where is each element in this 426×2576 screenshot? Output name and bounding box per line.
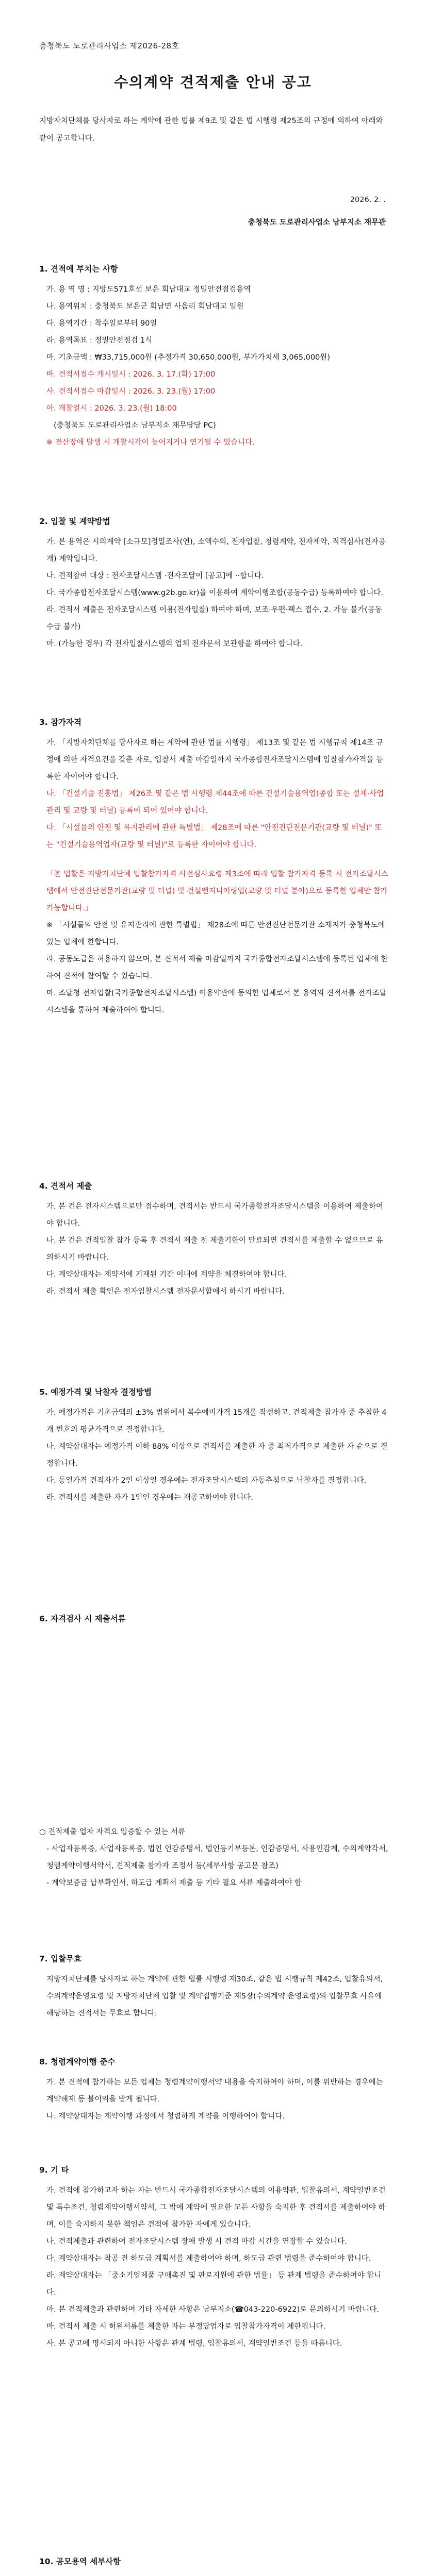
section-misc — [39, 2164, 389, 2352]
documents-notes — [39, 1824, 389, 1892]
integrity-item: 가. 본 견적에 참가하는 모든 업체는 청렴계약이행서약 내용을 숙지하여야 하며, 이를 위반하는 경우에는 계약해제 등 불이익을 받게 됩니다. — [46, 2078, 383, 2104]
notice-number: 충청북도 도로관리사업소 제2026-28호 — [39, 41, 179, 50]
item-base-amount: 마. 기초금액 : ₩33,715,000원 (추정가격 30,650,000원, 부가가치세 3,065,000원) — [46, 353, 330, 362]
invalidity-item: 지방자치단체를 당사자로 하는 계약에 관한 법률 시행령 제30조, 같은 법 시행규칙 제42조, 입찰유의서, 수의계약운영요령 및 지방자치단체 입찰 및 계약집행기준 제5장(수의계약 운영요령)의 입찰무효 사유에 해당하는 견적서는 무효로 합니다. — [46, 1975, 383, 2018]
misc-item: 바. 견적서 제출 시 허위서류를 제출한 자는 부정당업자로 입찰참가자격이 제한됩니다. — [46, 2323, 325, 2331]
section-title: 10. 공모용역 세부사항 — [39, 2557, 121, 2566]
documents-note: ○ 견적제출 업자 자격요 입증할 수 있는 서류 — [39, 1828, 186, 1836]
page-title: 수의계약 견적제출 안내 공고 — [114, 74, 312, 91]
section-contract-method — [39, 515, 389, 653]
section-title: 6. 자격검사 시 제출서류 — [39, 1614, 126, 1623]
section-title: 4. 견적서 제출 — [39, 1181, 92, 1191]
qualification-item: 다. 「시설물의 안전 및 유지관리에 관한 특별법」 제28조에 따른 "안전진단전문기관(교량 및 터널)" 또는 "건설기술용역업자(교량 및 터널)"로 등록한 자이어야 합니다. — [46, 824, 382, 849]
section-qualification — [39, 716, 389, 1019]
misc-item: 가. 견적에 참가하고자 하는 자는 반드시 국가종합전자조달시스템의 이용약관, 입찰유의서, 계약일반조건 및 특수조건, 청렴계약이행서약서, 그 밖에 계약에 필요한 모든 사항을 숙지한 후 견적서를 제출하여야 하며, 이를 숙지하지 못한 책임은 견적에 참가한 자에게 있습니다. — [46, 2187, 386, 2229]
submission-item: 가. 본 건은 전자시스템으로만 접수하며, 견적서는 반드시 국가종합전자조달시스템을 이용하여 제출하여야 합니다. — [46, 1202, 383, 1228]
section-title: 2. 입찰 및 계약방법 — [39, 517, 110, 526]
documents-note: - 사업자등록증, 사업자등록증, 법인 인감증명서, 법인등기부등본, 인감증명서, 사용인감계, 수의계약각서, 청렴계약이행서약서, 견적제출 참가자 조정서 등(세부사항 공고문 참조) — [46, 1845, 388, 1870]
misc-item: 나. 견적제출과 관련하여 전자조달시스템 장애 발생 시 견적 마감 시간을 연장할 수 있습니다. — [46, 2238, 347, 2246]
issuer: 충청북도 도로관리사업소 남부지소 재무관 — [248, 218, 386, 227]
section-title: 1. 견적에 부치는 사항 — [39, 264, 118, 274]
section-title: 3. 참가자격 — [39, 718, 81, 727]
section-price-decision — [39, 1386, 389, 1506]
contact-item — [39, 2574, 389, 2576]
submission-item: 다. 계약상대자는 계약서에 기재된 기간 이내에 계약을 체결하여야 합니다. — [46, 1270, 287, 1279]
item-service-name: 가. 용 역 명 : 지방도571호선 보은 회남대교 정밀안전점검용역 — [46, 285, 251, 294]
integrity-item: 나. 계약상대자는 계약이행 과정에서 청렴하게 계약을 이행하여야 합니다. — [46, 2112, 285, 2121]
section-contacts — [39, 2555, 389, 2576]
qualification-item: 가. 「지방자치단체를 당사자로 하는 계약에 관한 법률 시행령」 제13조 및 같은 법 시행규칙 제14조 규정에 의한 자격요건을 갖춘 자로, 입찰서 제출 마감일까지 국가종합전자조달시스템에 입찰참가자격을 등록한 자이어야 합니다. — [46, 739, 384, 781]
misc-item: 사. 본 공고에 명시되지 아니한 사항은 관계 법령, 입찰유의서, 계약일반조건 등을 따릅니다. — [46, 2340, 342, 2348]
misc-item: 라. 계약상대자는 「중소기업제품 구매촉진 및 판로지원에 관한 법률」 등 관계 법령을 준수하여야 합니다. — [46, 2272, 382, 2297]
section-title: 7. 입찰무효 — [39, 1954, 81, 1963]
price-item: 다. 동일가격 견적자가 2인 이상일 경우에는 전자조달시스템의 자동추첨으로 낙찰자를 결정합니다. — [46, 1477, 367, 1485]
section-invalidity — [39, 1953, 389, 2022]
item-open-datetime: 바. 견적서접수 개시일시 : 2026. 3. 17.(화) 17:00 — [46, 370, 216, 379]
item-goal: 라. 용역목표 : 정밀안전점검 1식 — [46, 336, 153, 345]
documents-note: - 계약보증금 납부확인서, 하도급 계획서 제출 등 기타 필요 서류 제출하여야 함 — [46, 1879, 302, 1887]
contract-item: 다. 국가종합전자조달시스템(www.g2b.go.kr)을 이용하여 계약이행조합(공동수급) 등록하여야 합니다. — [46, 589, 384, 597]
section-submission — [39, 1180, 389, 1300]
misc-item: 마. 본 견적제출과 관련하여 기타 자세한 사항은 남부지소(☎043-220-6922)로 문의하시기 바랍니다. — [46, 2306, 380, 2314]
item-opening-place: (충청북도 도로관리사업소 남부지소 재무담당 PC) — [54, 421, 216, 430]
qualification-note: ※ 「시설물의 안전 및 유지관리에 관한 특별법」 제28조에 따른 안전진단전문기관 소재지가 충청북도에 있는 업체에 한합니다. — [46, 921, 385, 946]
price-item: 라. 견적서를 제출한 자가 1인인 경우에는 재공고하여야 합니다. — [46, 1494, 253, 1502]
intro-paragraph: 지방자치단체를 당사자로 하는 계약에 관한 법률 제9조 및 같은 법 시행령 제25조의 규정에 의하여 아래와 같이 공고합니다. — [39, 117, 383, 143]
section-bidding-items — [39, 263, 389, 451]
submission-item: 나. 본 건은 견적입찰 참가 등록 후 견적서 제출 전 제출기한이 만료되면 견적서를 제출할 수 없으므로 유의하시기 바랍니다. — [46, 1236, 383, 1262]
item-location: 나. 용역위치 : 충청북도 보은군 회남면 사음리 회남대교 일원 — [46, 302, 244, 311]
contract-item: 마. (가능한 경우) 각 전자입찰시스템의 업체 전자문서 보관함을 하여야 합니다. — [46, 640, 303, 648]
section-documents — [39, 1613, 389, 1631]
price-item: 가. 예정가격은 기초금액의 ±3% 범위에서 복수예비가격 15개를 작성하고, 견적제출 참가자 중 추첨한 4개 번호의 평균가격으로 결정합니다. — [46, 1409, 387, 1434]
section-integrity — [39, 2056, 389, 2125]
price-item: 나. 계약상대자는 예정가격 이하 88% 이상으로 견적서를 제출한 자 중 최저가격으로 제출한 자 순으로 결정합니다. — [46, 1443, 388, 1468]
contract-item: 가. 본 용역은 시의계약 [소규모]정밀조사(연), 소액수의, 전자입찰, 청렴계약, 전자계약, 적격심사(전자공개) 계약입니다. — [46, 538, 386, 563]
item-close-datetime: 사. 견적서접수 마감일시 : 2026. 3. 23.(월) 17:00 — [46, 387, 216, 396]
item-notice-warning: ※ 전산장애 발생 시 개찰시각이 늦어지거나 연기될 수 있습니다. — [46, 438, 255, 447]
qualification-item: 나. 「건설기술 진흥법」 제26조 및 같은 법 시행령 제44조에 따른 건설기술용역업(종합 또는 설계·사업관리 및 교량 및 터널) 등록이 되어 있어야 합니다. — [46, 790, 384, 815]
section-title: 8. 청렴계약이행 준수 — [39, 2057, 116, 2066]
submission-item: 라. 견적서 제출 확인은 전자입찰시스템 전자문서함에서 하시기 바랍니다. — [46, 1287, 285, 1296]
qualification-highlight: 「본 입찰은 지방자치단체 입찰참가자격 사전심사요령 제3조에 따라 입찰 참가자격 등록 시 전자조달시스템에서 안전진단전문기관(교량 및 터널) 및 건설엔지니어링업(교량 및 터널 분야)으로 등록한 업체만 참가 가능합니다.」 — [46, 870, 388, 912]
contract-item: 나. 견적참여 대상 : 전자조달시스템 ·전자조달이 [공고]에 ··합니다. — [46, 572, 264, 580]
misc-item: 다. 계약상대자는 착공 전 하도급 계획서를 제출하여야 하며, 하도급 관련 법령을 준수하여야 합니다. — [46, 2255, 371, 2263]
qualification-note: 마. 조달청 전자입찰(국가종합전자조달시스템) 이용약관에 동의한 업체로서 본 용역의 견적서를 전자조달시스템을 통하여 제출하여야 합니다. — [46, 989, 387, 1014]
item-opening-datetime: 아. 개찰일시 : 2026. 3. 23.(월) 18:00 — [46, 404, 177, 413]
qualification-note: 라. 공동도급은 허용하지 않으며, 본 견적서 제출 마감일까지 국가종합전자조달시스템에 등록된 업체에 한하여 견적에 참여할 수 있습니다. — [46, 955, 388, 980]
notice-date: 2026. 2. . — [350, 196, 386, 204]
contract-item: 라. 견적서 제출은 전자조달시스템 이용(전자입찰) 하여야 하며, 보조·우편·팩스 접수, 2. 가능 불가(공동수급 불가) — [46, 606, 382, 631]
section-title: 5. 예정가격 및 낙찰자 결정방법 — [39, 1387, 152, 1397]
section-title: 9. 기 타 — [39, 2165, 69, 2175]
item-period: 다. 용역기간 : 착수일로부터 90일 — [46, 319, 157, 328]
